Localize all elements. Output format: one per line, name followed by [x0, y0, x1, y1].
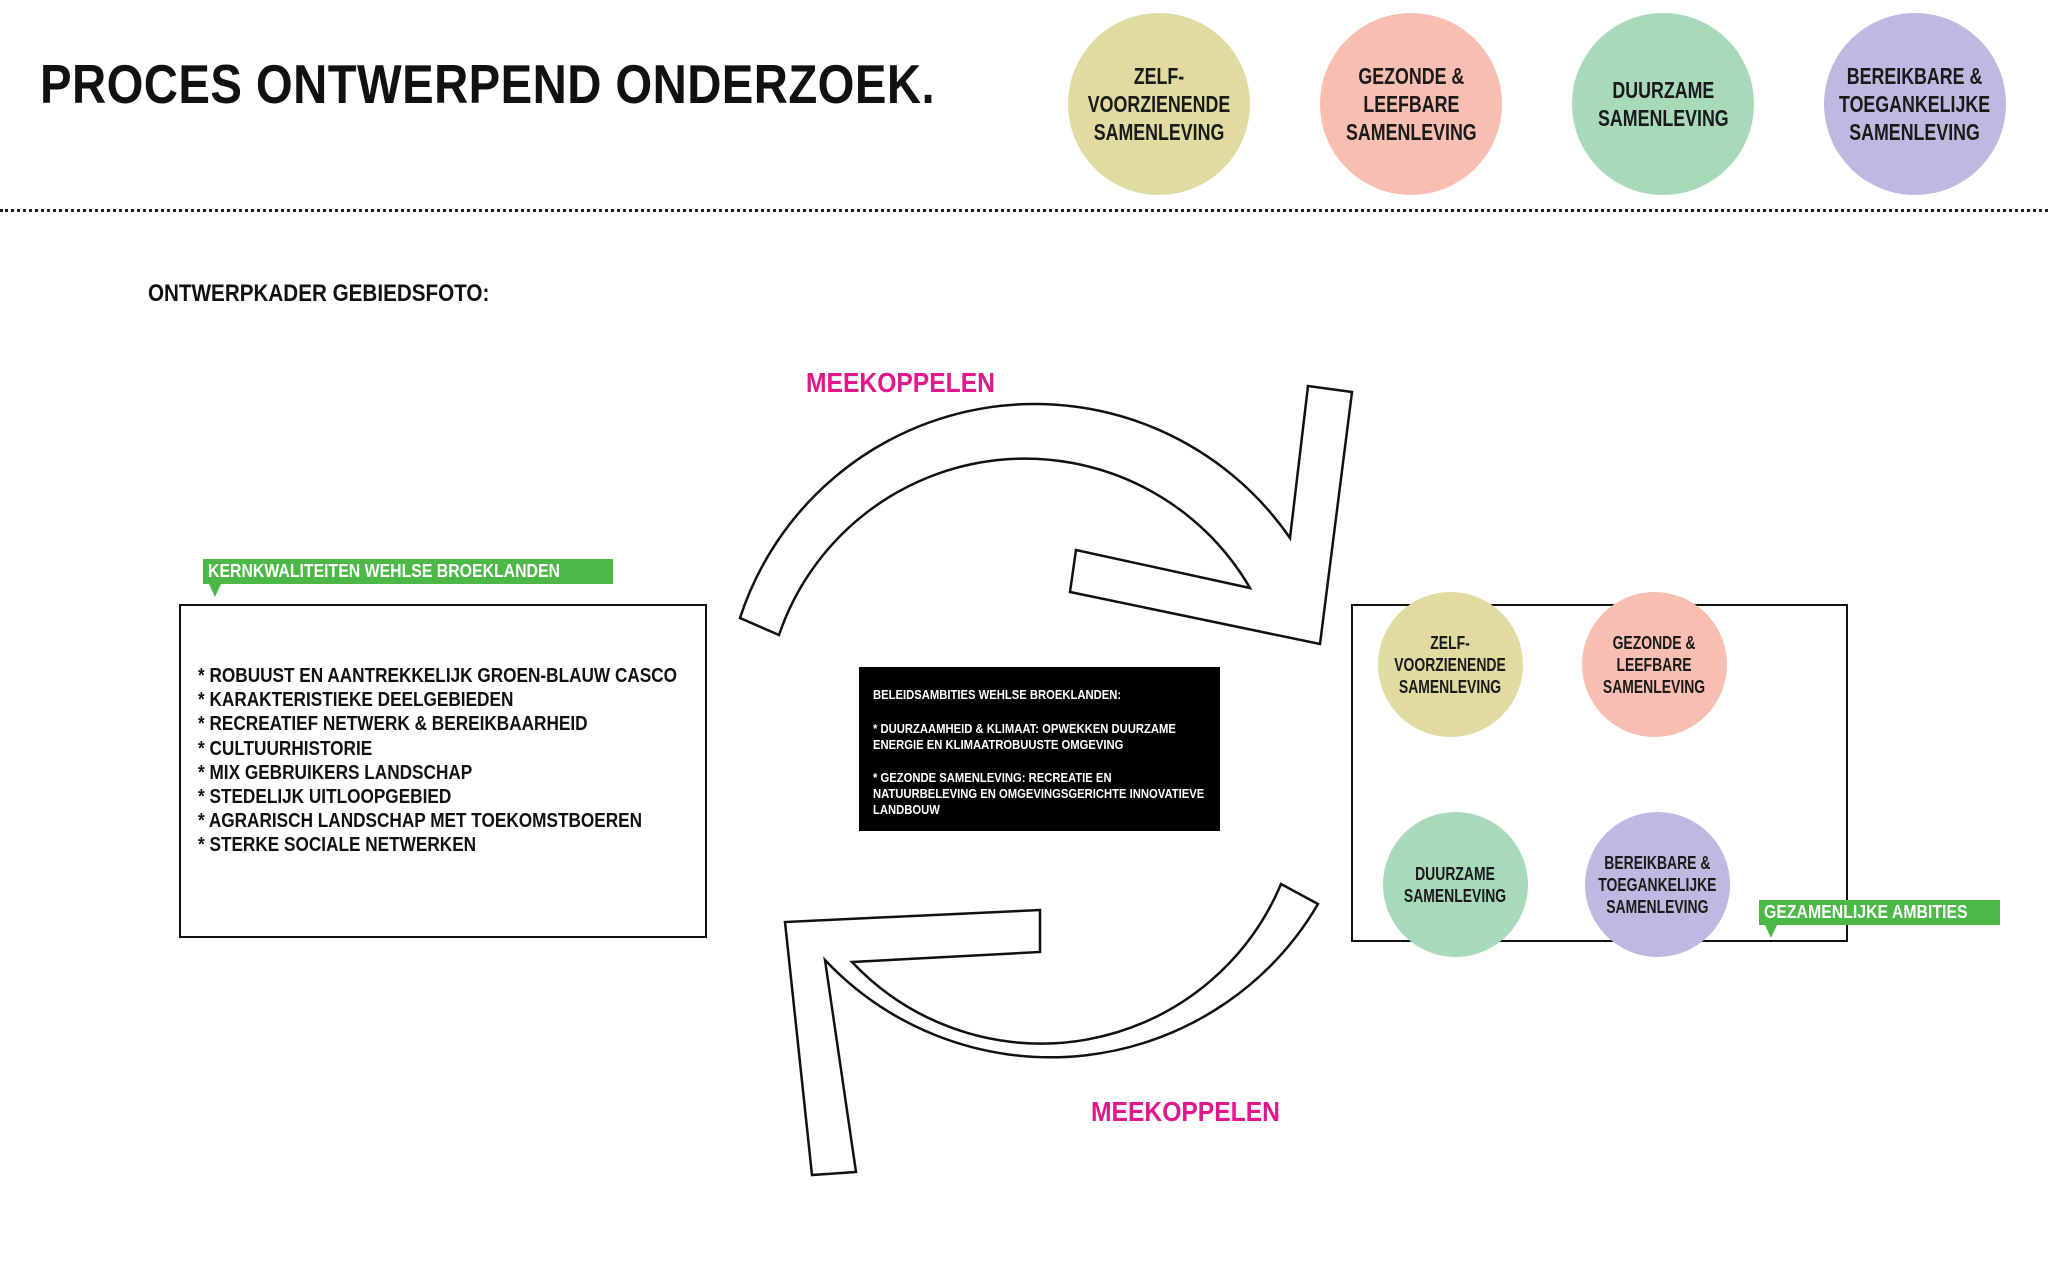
ambition-label: BEREIKBARE & TOEGANKELIJKE SAMENLEVING — [1839, 63, 1991, 145]
ambition-label: BEREIKBARE & TOEGANKELIJKE SAMENLEVING — [1598, 852, 1717, 917]
top-cycle-arrow — [740, 386, 1352, 644]
policy-item: * DUURZAAMHEID & KLIMAAT: OPWEKKEN DUURZAME ENERGIE EN KLIMAATROBUUSTE OMGEVING — [873, 722, 1176, 752]
list-item: * STEDELIJK UITLOOPGEBIED — [198, 786, 452, 809]
list-item: * MIX GEBRUIKERS LANDSCHAP — [198, 761, 473, 784]
list-item: * CULTUURHISTORIE — [198, 737, 373, 760]
section-subtitle: ONTWERPKADER GEBIEDSFOTO: — [148, 280, 490, 307]
ambition-label: ZELF- VOORZIENENDE SAMENLEVING — [1087, 63, 1231, 145]
meekoppelen-label-top: MEEKOPPELEN — [806, 367, 995, 398]
ambition-label: GEZONDE & LEEFBARE SAMENLEVING — [1345, 63, 1477, 145]
shared-circle-bereikbaar — [1585, 812, 1730, 957]
ambition-label: GEZONDE & LEEFBARE SAMENLEVING — [1603, 632, 1706, 697]
list-item: * AGRARISCH LANDSCHAP MET TOEKOMSTBOEREN — [198, 810, 643, 833]
list-item: * STERKE SOCIALE NETWERKEN — [198, 834, 477, 857]
core-qualities-list — [198, 664, 755, 858]
shared-ambitions-tag: GEZAMENLIJKE AMBITIES — [1759, 900, 2000, 925]
ambition-label: DUURZAME SAMENLEVING — [1404, 863, 1507, 906]
list-item: * ROBUUST EN AANTREKKELIJK GROEN-BLAUW CASCO — [198, 665, 678, 687]
page-title: PROCES ONTWERPEND ONDERZOEK. — [40, 53, 936, 115]
ambition-label: DUURZAME SAMENLEVING — [1597, 77, 1729, 131]
policy-heading: BELEIDSAMBITIES WEHLSE BROEKLANDEN: — [873, 688, 1122, 702]
shared-circle-zelfvoorzienend — [1378, 592, 1523, 737]
meekoppelen-label-bottom: MEEKOPPELEN — [1091, 1096, 1280, 1127]
shared-circle-duurzaam — [1383, 812, 1528, 957]
policy-item: * GEZONDE SAMENLEVING: RECREATIE EN NATUURBELEVING EN OMGEVINGSGERICHTE INNOVATIEVE LANDBOUW — [873, 771, 1205, 817]
list-item: * KARAKTERISTIEKE DEELGEBIEDEN — [198, 689, 514, 712]
list-item: * RECREATIEF NETWERK & BEREIKBAARHEID — [198, 713, 588, 736]
policy-box — [859, 667, 1220, 831]
core-qualities-tag: KERNKWALITEITEN WEHLSE BROEKLANDEN — [203, 559, 613, 584]
ambition-label: ZELF- VOORZIENENDE SAMENLEVING — [1394, 632, 1507, 697]
shared-circle-gezond — [1582, 592, 1727, 737]
bottom-cycle-arrow — [785, 884, 1318, 1175]
